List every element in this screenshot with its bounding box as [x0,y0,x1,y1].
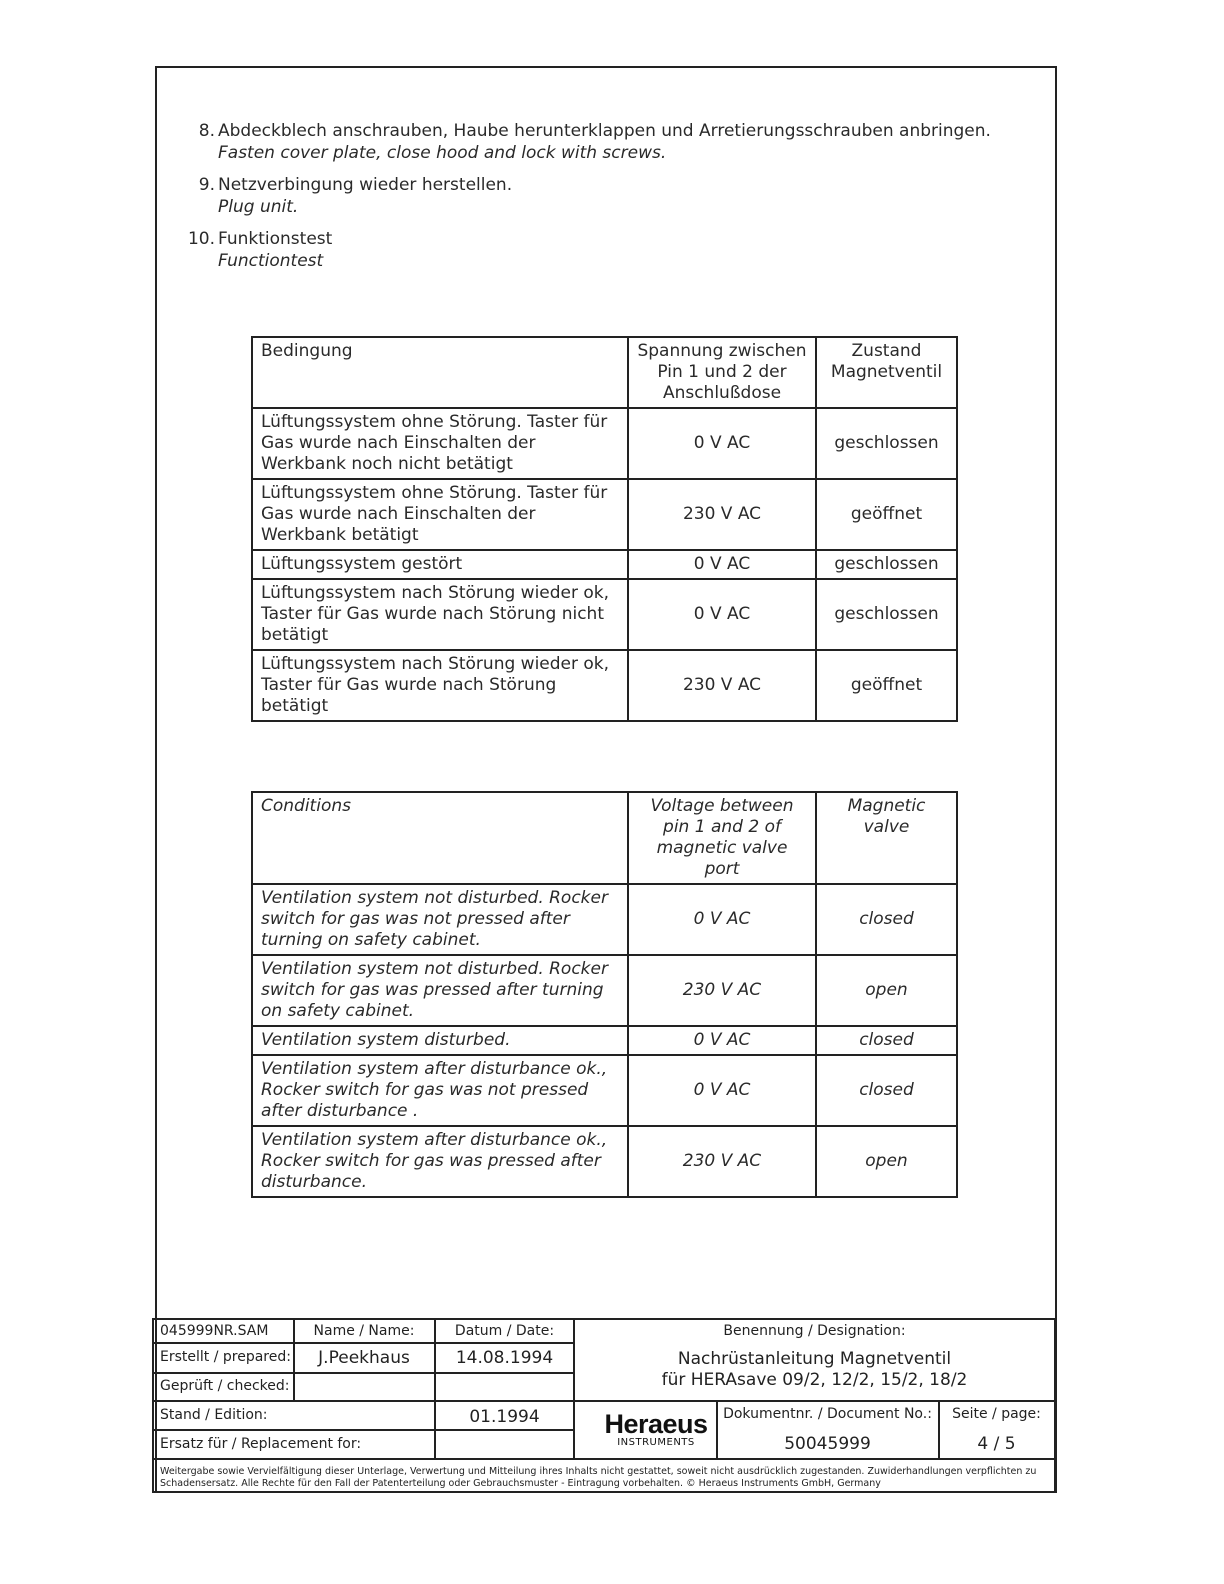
step-item [185,120,991,164]
copyright-disclaimer: Weitergabe sowie Vervielfältigung dieser Unterlage, Verwertung und Mitteilung ihres Inhalts nicht gestattet, soweit nicht ausdrücklich zugestanden. Zuwiderhandlungen verpflichten zu Schadensersatz. Alle Rechte für den Fall der Patenterteilung oder Gebrauchsmuster - Eintragung vorbehalten. © Heraeus Instruments GmbH, Germany [160,1466,1037,1489]
cell-condition: Ventilation system after disturbance ok., Rocker switch for gas was pressed after disturbance. [252,1126,628,1197]
grid-line [154,1458,1054,1460]
table-header-row [252,337,957,408]
grid-line [154,1372,574,1374]
header-valve-state: Zustand Magnetventil [816,337,957,408]
cell-voltage: 0 V AC [628,550,816,579]
page-label: Seite / page: [952,1406,1041,1422]
step-number: 8. [198,121,215,141]
grid-line [154,1400,1054,1402]
cell-valve-state: geschlossen [816,579,957,650]
grid-line [434,1320,436,1458]
table-row [252,884,957,955]
step-text-de: Funktionstest [218,229,333,249]
grid-line [154,1342,574,1344]
name-label: Name / Name: [313,1323,415,1339]
edition-value: 01.1994 [469,1407,540,1427]
cell-voltage: 0 V AC [628,1026,816,1055]
cell-condition: Lüftungssystem nach Störung wieder ok, Taster für Gas wurde nach Störung betätigt [252,650,628,721]
step-text-en: Fasten cover plate, close hood and lock with screws. [218,143,667,163]
condition-table-english [251,791,958,1198]
table-row [252,479,957,550]
table-row [252,650,957,721]
step-number: 10. [187,229,215,249]
cell-valve-state: closed [816,1026,957,1055]
checked-label: Geprüft / checked: [160,1378,290,1394]
header-condition: Bedingung [252,337,628,408]
step-text-de: Abdeckblech anschrauben, Haube herunterklappen und Arretierungsschrauben anbringen. [218,121,991,141]
cell-condition: Lüftungssystem ohne Störung. Taster für Gas wurde nach Einschalten der Werkbank noch nicht betätigt [252,408,628,479]
document-title [575,1349,1054,1391]
cell-valve-state: geschlossen [816,408,957,479]
cell-valve-state: geöffnet [816,479,957,550]
docno-value: 50045999 [784,1434,871,1454]
cell-voltage: 0 V AC [628,408,816,479]
cell-valve-state: closed [816,884,957,955]
cell-voltage: 230 V AC [628,1126,816,1197]
cell-valve-state: closed [816,1055,957,1126]
date-label: Datum / Date: [454,1323,555,1339]
step-text-en: Functiontest [218,251,324,271]
cell-condition: Ventilation system disturbed. [252,1026,628,1055]
table-row [252,408,957,479]
step-number: 9. [198,175,215,195]
cell-voltage: 230 V AC [628,955,816,1026]
prepared-date: 14.08.1994 [455,1348,554,1368]
cell-voltage: 0 V AC [628,884,816,955]
step-text-de: Netzverbingung wieder herstellen. [218,175,513,195]
cell-valve-state: geschlossen [816,550,957,579]
cell-voltage: 0 V AC [628,579,816,650]
cell-voltage: 230 V AC [628,479,816,550]
docno-label: Dokumentnr. / Document No.: [723,1406,932,1422]
cell-voltage: 230 V AC [628,650,816,721]
logo-brand: Heraeus [604,1409,708,1439]
cell-voltage: 0 V AC [628,1055,816,1126]
table-row [252,1126,957,1197]
cell-valve-state: geöffnet [816,650,957,721]
file-id: 045999NR.SAM [160,1323,269,1339]
prepared-name: J.Peekhaus [318,1348,410,1368]
table-row [252,1055,957,1126]
edition-label: Stand / Edition: [160,1407,268,1423]
step-text-en: Plug unit. [218,197,299,217]
step-item [185,174,991,218]
cell-condition: Lüftungssystem gestört [252,550,628,579]
logo-sub: INSTRUMENTS [617,1437,695,1448]
document-title-line1: Nachrüstanleitung Magnetventil [677,1349,952,1369]
header-valve-state: Magnetic valve [816,792,957,884]
cell-valve-state: open [816,955,957,1026]
cell-condition: Ventilation system after disturbance ok., Rocker switch for gas was not pressed after disturbance . [252,1055,628,1126]
cell-valve-state: open [816,1126,957,1197]
cell-condition: Lüftungssystem nach Störung wieder ok, Taster für Gas wurde nach Störung nicht betätigt [252,579,628,650]
replacement-label: Ersatz für / Replacement for: [160,1436,362,1452]
table-row [252,1026,957,1055]
condition-table-german [251,336,958,722]
step-item [185,228,991,272]
table-row [252,579,957,650]
cell-condition: Lüftungssystem ohne Störung. Taster für Gas wurde nach Einschalten der Werkbank betätigt [252,479,628,550]
designation-label: Benennung / Designation: [723,1323,906,1339]
heraeus-logo [586,1410,726,1448]
prepared-label: Erstellt / prepared: [160,1349,291,1365]
cell-condition: Ventilation system not disturbed. Rocker switch for gas was pressed after turning on safety cabinet. [252,955,628,1026]
page-value: 4 / 5 [977,1434,1016,1454]
title-block [152,1318,1056,1493]
table-header-row [252,792,957,884]
grid-line [154,1429,574,1431]
table-row [252,550,957,579]
header-voltage: Spannung zwischen Pin 1 und 2 der Anschlußdose [628,337,816,408]
header-condition: Conditions [252,792,628,884]
header-voltage: Voltage between pin 1 and 2 of magnetic valve port [628,792,816,884]
table-row [252,955,957,1026]
document-title-line2: für HERAsave 09/2, 12/2, 15/2, 18/2 [661,1370,968,1390]
step-list [185,120,991,282]
cell-condition: Ventilation system not disturbed. Rocker switch for gas was not pressed after turning on safety cabinet. [252,884,628,955]
